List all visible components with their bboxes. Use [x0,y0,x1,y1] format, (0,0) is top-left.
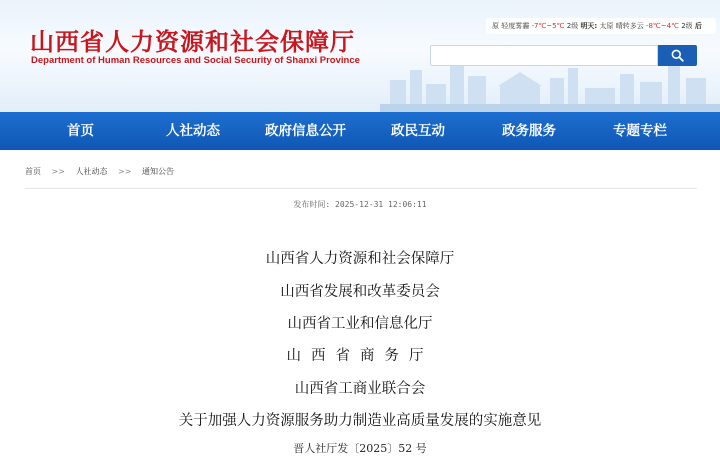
nav-news[interactable]: 人社动态 [166,123,220,139]
breadcrumb-separator: >> [51,167,65,176]
weather-tomorrow-label: 明天: [580,22,598,30]
weather-temp-today: -7℃~5℃ [531,22,565,30]
weather-wind-tomorrow: 2级 [681,22,693,30]
search-icon [671,49,684,62]
search-input[interactable] [430,45,658,66]
weather-condition-tomorrow: 晴转多云 [615,22,644,30]
document-number: 晋人社厅发〔2025〕52 号 [293,442,427,455]
weather-city-today: 原 [492,22,499,30]
site-subtitle-en: Department of Human Resources and Social Security of Shanxi Province [31,55,360,66]
nav-topics[interactable]: 专题专栏 [613,123,667,139]
breadcrumb-home[interactable]: 首页 [25,167,41,176]
weather-condition-today: 轻度雾霾 [501,22,530,30]
weather-city-tomorrow: 太原 [599,22,614,30]
breadcrumb-news[interactable]: 人社动态 [75,167,108,176]
breadcrumb-notices[interactable]: 通知公告 [142,167,174,176]
site-header [0,0,720,112]
site-title[interactable]: 山西省人力资源和社会保障厅 [30,28,355,56]
breadcrumb [25,159,697,189]
search-button[interactable] [658,45,697,66]
issuer-hrss: 山西省人力资源和社会保障厅 [265,251,455,267]
issuer-commerce: 山西省商务厅 [286,348,434,364]
publish-time: 发布时间: 2025-12-31 12:06:11 [293,200,427,209]
issuer-ndrc: 山西省发展和改革委员会 [280,284,440,300]
article-title: 关于加强人力资源服务助力制造业高质量发展的实施意见 [178,413,542,429]
weather-wind-today: 2级 [566,22,579,30]
breadcrumb-separator: >> [118,167,132,176]
nav-interaction[interactable]: 政民互动 [391,123,445,139]
issuer-federation: 山西省工商业联合会 [294,381,426,397]
issuer-miit: 山西省工业和信息化厅 [287,316,433,332]
main-nav [0,112,720,150]
city-skyline-illustration [380,58,720,112]
nav-services[interactable]: 政务服务 [502,123,556,139]
weather-temp-tomorrow: -8℃~4℃ [645,22,679,30]
weather-after-label: 后 [694,22,702,30]
nav-gov-info[interactable]: 政府信息公开 [265,123,346,139]
nav-home[interactable]: 首页 [67,123,94,139]
weather-widget [486,18,716,34]
